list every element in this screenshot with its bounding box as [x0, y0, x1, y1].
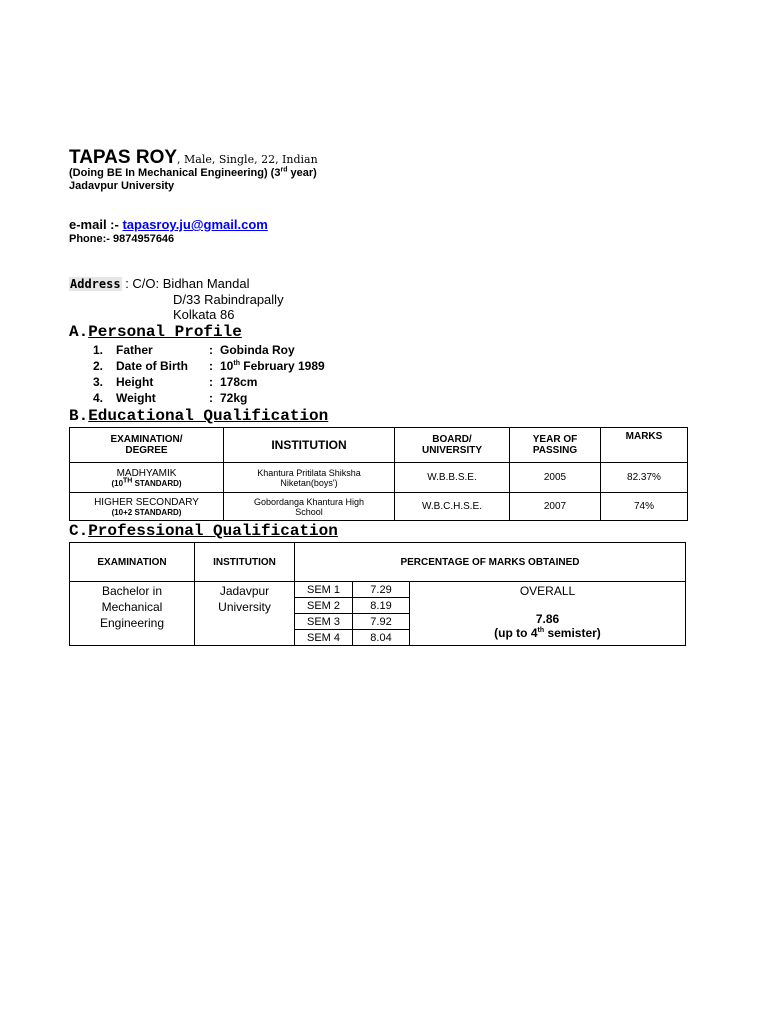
header-examination: EXAMINATION/ DEGREE — [70, 428, 224, 463]
section-letter: B. — [69, 407, 89, 425]
header-percentage: PERCENTAGE OF MARKS OBTAINED — [295, 543, 686, 582]
header-institution: INSTITUTION — [224, 428, 395, 463]
course-text-end: year) — [287, 167, 317, 179]
address-line-3: Kolkata 86 — [173, 307, 235, 322]
address-sep: : — [121, 276, 133, 291]
header-institution: INSTITUTION — [195, 543, 295, 582]
cell-exam: HIGHER SECONDARY (10+2 STANDARD) — [70, 493, 224, 521]
row-value: Gobinda Roy — [220, 343, 295, 357]
row-colon: : — [209, 391, 213, 405]
table-row — [70, 463, 688, 493]
row-label: Height — [116, 375, 154, 389]
professional-header-row — [70, 543, 686, 582]
email-link[interactable]: tapasroy.ju@gmail.com — [122, 217, 268, 232]
row-value: 72kg — [220, 391, 248, 405]
cell-university: Jadavpur University — [195, 582, 295, 646]
section-title: Educational Qualification — [88, 407, 329, 425]
cell-sem-score: 7.29 — [353, 582, 410, 598]
course-sup: rd — [280, 166, 288, 174]
email-line — [69, 217, 268, 232]
cell-sem-score: 8.19 — [353, 598, 410, 614]
overall-label: OVERALL — [519, 584, 576, 598]
row-value — [220, 359, 325, 373]
cell-institution: Gobordanga Khantura High School — [224, 493, 395, 521]
cell-board: W.B.C.H.S.E. — [395, 493, 510, 521]
cell-sem-score: 7.92 — [353, 614, 410, 630]
cell-sem-label: SEM 1 — [295, 582, 353, 598]
row-colon: : — [209, 375, 213, 389]
row-label: Date of Birth — [116, 359, 188, 373]
university-line: Jadavpur University — [69, 180, 175, 192]
header-marks: MARKS — [601, 428, 688, 463]
header-board: BOARD/ UNIVERSITY — [395, 428, 510, 463]
educational-qualification-heading — [69, 407, 328, 425]
dob-day: 10 — [220, 359, 234, 373]
cell-institution: Khantura Pritilata Shiksha Niketan(boys') — [224, 463, 395, 493]
section-letter: C. — [69, 522, 89, 540]
cell-marks: 74% — [601, 493, 688, 521]
row-value: 178cm — [220, 375, 258, 389]
cell-degree: Bachelor in Mechanical Engineering — [70, 582, 195, 646]
cell-exam: MADHYAMIK (10TH STANDARD) — [70, 463, 224, 493]
dob-sup: th — [233, 360, 240, 367]
education-table — [69, 427, 688, 521]
personal-profile-heading — [69, 323, 242, 341]
cell-year: 2007 — [510, 493, 601, 521]
cell-year: 2005 — [510, 463, 601, 493]
candidate-name: TAPAS ROY — [69, 147, 178, 168]
cell-sem-label: SEM 2 — [295, 598, 353, 614]
cell-overall — [410, 582, 686, 646]
section-title: Personal Profile — [88, 323, 242, 341]
address-co: C/O: Bidhan Mandal — [132, 276, 250, 291]
table-row — [70, 582, 686, 598]
education-header-row — [70, 428, 688, 463]
row-number: 1. — [93, 343, 104, 357]
overall-note: (up to 4th semister) — [494, 626, 601, 640]
address-line-2: D/33 Rabindrapally — [173, 292, 284, 307]
row-colon: : — [209, 359, 213, 373]
address-label: Address — [70, 277, 121, 291]
header-year: YEAR OF PASSING — [510, 428, 601, 463]
phone-line: Phone:- 9874957646 — [69, 233, 175, 245]
cell-sem-label: SEM 4 — [295, 630, 353, 646]
section-letter: A. — [69, 323, 89, 341]
email-label: e-mail :- — [69, 217, 123, 232]
cell-board: W.B.B.S.E. — [395, 463, 510, 493]
overall-value: 7.86 — [535, 612, 560, 626]
cell-marks: 82.37% — [601, 463, 688, 493]
row-label: Father — [116, 343, 153, 357]
row-number: 4. — [93, 391, 104, 405]
candidate-details: , Male, Single, 22, Indian — [177, 153, 318, 166]
row-number: 3. — [93, 375, 104, 389]
row-label: Weight — [116, 391, 156, 405]
dob-month-year: February 1989 — [239, 359, 325, 373]
professional-table — [69, 542, 686, 646]
course-text: (Doing BE In Mechanical Engineering) (3 — [69, 167, 281, 179]
course-line — [69, 167, 317, 179]
header-examination: EXAMINATION — [70, 543, 195, 582]
cell-sem-label: SEM 3 — [295, 614, 353, 630]
cell-sem-score: 8.04 — [353, 630, 410, 646]
section-title: Professional Qualification — [88, 522, 338, 540]
table-row — [70, 493, 688, 521]
address-line-1 — [69, 275, 250, 293]
row-number: 2. — [93, 359, 104, 373]
row-colon: : — [209, 343, 213, 357]
professional-qualification-heading — [69, 522, 338, 540]
